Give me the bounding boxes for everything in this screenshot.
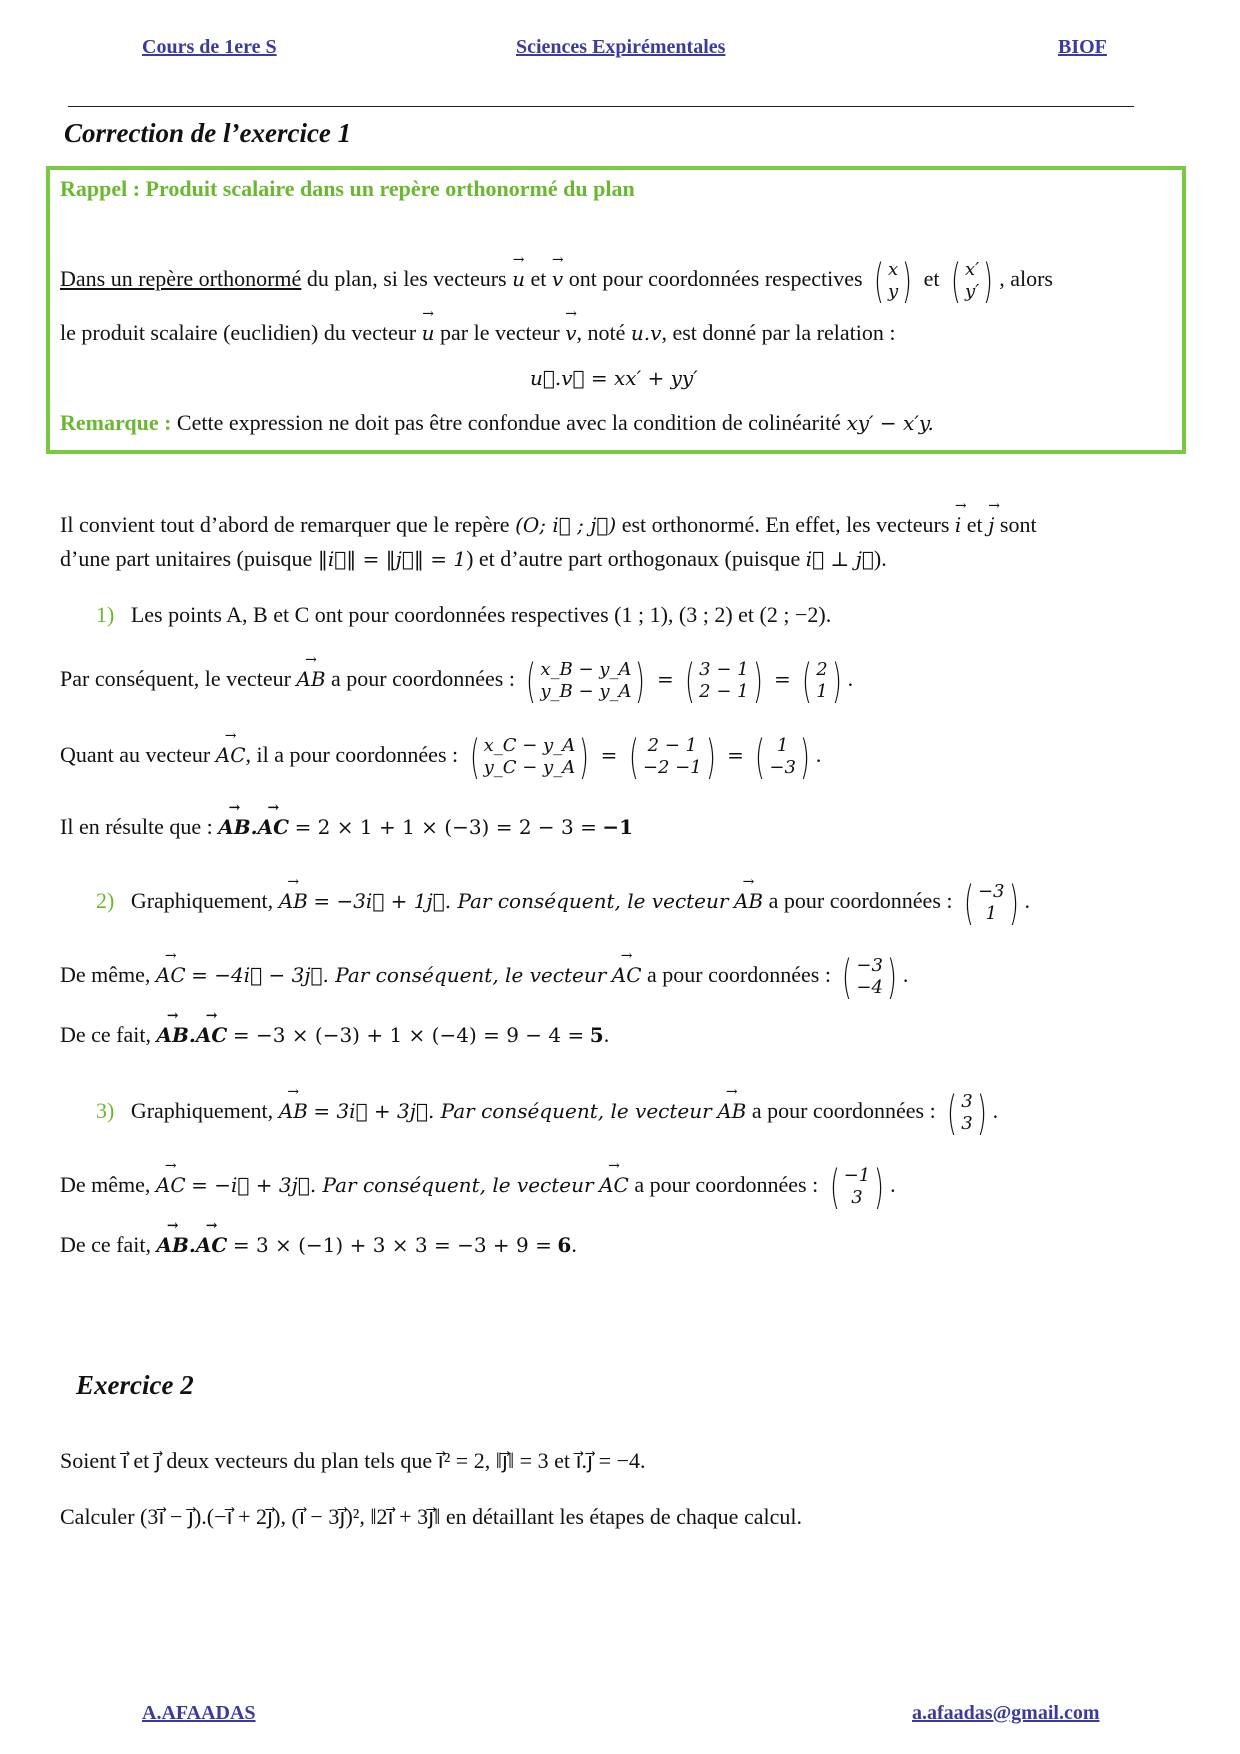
q1-result: Il en résulte que : → AB.→ AC = 2 × 1 + 1 × (−3) = 2 − 3 = −1 [60,814,633,840]
footer-email[interactable]: a.afaadas@gmail.com [912,1702,1100,1724]
q3-number: 3) [96,1098,115,1124]
remarque-line: Remarque : Cette expression ne doit pas être confondue avec la condition de colinéarité xy′ − x′y. [60,410,934,435]
intro-line-2: d’une part unitaires (puisque ‖i⃗‖ = ‖j⃗‖ = 1) et d’autre part orthogonaux (puisque i⃗ ⊥ j⃗). [60,546,887,571]
scalar-formula: u⃗.v⃗ = xx′ + yy′ [530,366,698,390]
q3-line-3: De ce fait, → AB.→ AC = 3 × (−1) + 3 × 3 = −3 + 9 = 6. [60,1232,577,1258]
header-track[interactable]: BIOF [1058,36,1107,58]
q2-line-3: De ce fait, → AB.→ AC = −3 × (−3) + 1 × (−4) = 9 − 4 = 5. [60,1022,609,1048]
q2-line-1: 2) Graphiquement, → AB = −3i⃗ + 1j⃗. Par conséquent, le vecteur → AB a pour coordonnées : ( −3 1 ) . [96,880,1030,926]
q1-ab-line: Par conséquent, le vecteur → AB a pour coordonnées : ( x_B − y_A y_B − y_A ) = ( 3 − 1 2 − 1 ) = ( 2 1 ) . [60,658,853,704]
vector-u: → u [512,267,525,291]
exercise-2-line-1: Soient i⃗ et j⃗ deux vecteurs du plan tels que i⃗² = 2, ‖j⃗‖ = 3 et i⃗.j⃗ = −4. [60,1448,646,1473]
remarque-label: Remarque : [60,410,172,435]
rappel-line-1: Dans un repère orthonormé du plan, si les vecteurs → u et → v ont pour coordonnées respectives ( x y ) et ( x′ y′ ) , alors [60,258,1053,304]
coords-u: ( x y ) [874,254,913,308]
rappel-heading: Rappel : Produit scalaire dans un repère orthonormé du plan [60,176,635,201]
header-subject[interactable]: Sciences Expirémentales [516,36,726,58]
correction-title: Correction de l’exercice 1 [64,118,352,148]
vector-v: → v [552,267,563,291]
exercise-2-title: Exercice 2 [76,1370,194,1400]
q1-number: 1) [96,602,115,627]
rappel-underlined: Dans un repère orthonormé [60,266,302,292]
header-course[interactable]: Cours de 1ere S [142,36,277,58]
q1-ac-line: Quant au vecteur → AC, il a pour coordonnées : ( x_C − y_A y_C − y_A ) = ( 2 − 1 −2 −1 ) = ( 1 −3 ) . [60,734,821,780]
q3-line-1: 3) Graphiquement, → AB = 3i⃗ + 3j⃗. Par conséquent, le vecteur → AB a pour coordonnées : ( 3 3 ) . [96,1090,998,1136]
q3-line-2: De même, → AC = −i⃗ + 3j⃗. Par conséquent, le vecteur → AC a pour coordonnées : ( −1 3 ) . [60,1164,896,1210]
q1-statement: 1) Les points A, B et C ont pour coordonnées respectives (1 ; 1), (3 ; 2) et (2 ; −2). [96,602,832,627]
header-rule [68,106,1134,107]
q2-number: 2) [96,888,115,914]
rappel-line-2: le produit scalaire (euclidien) du vecteur → u par le vecteur → v, noté u.v, est donné par la relation : [60,320,895,346]
footer-author[interactable]: A.AFAADAS [142,1702,256,1724]
q2-line-2: De même, → AC = −4i⃗ − 3j⃗. Par conséquent, le vecteur → AC a pour coordonnées : ( −3 −4 ) . [60,954,908,1000]
rappel-text-1: du plan, si les vecteurs [306,266,507,292]
exercise-2-line-2: Calculer (3i⃗ − j⃗).(−i⃗ + 2j⃗), (i⃗ − 3j⃗)², ‖2i⃗ + 3j⃗‖ en détaillant les étapes de chaque calcul. [60,1504,802,1529]
coords-v: ( x′ y′ ) [951,254,994,308]
intro-line-1: Il convient tout d’abord de remarquer que le repère (O; i⃗ ; j⃗) est orthonormé. En effet, les vecteurs → i et → j sont [60,512,1037,538]
